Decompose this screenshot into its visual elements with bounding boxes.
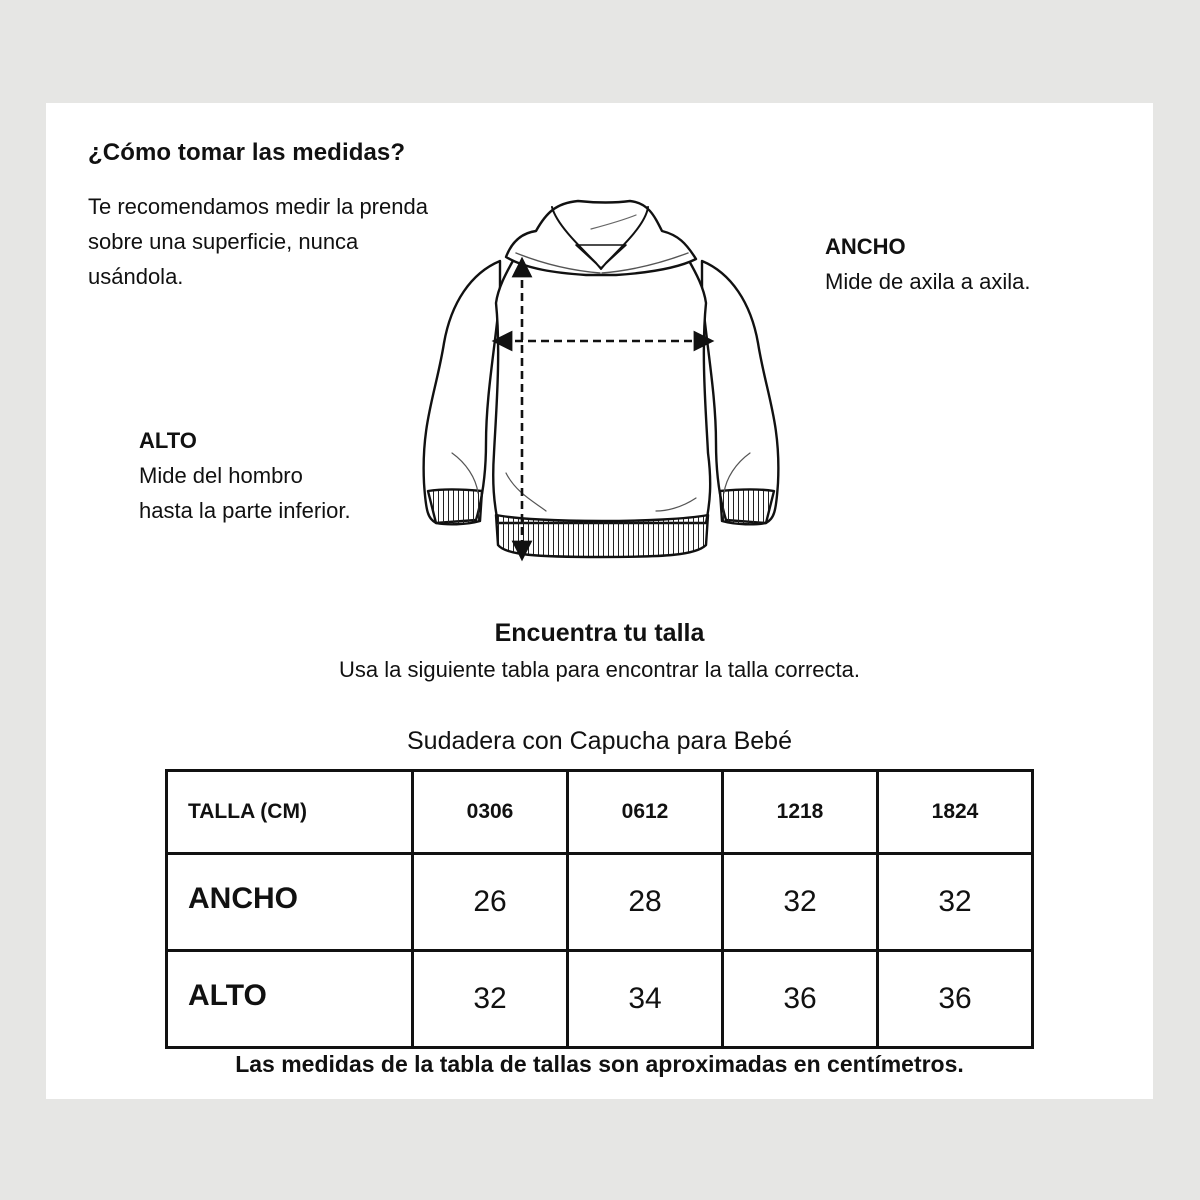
row-label-alto: ALTO (167, 951, 413, 1048)
size-guide-card (46, 103, 1153, 1099)
table-cell: 28 (568, 854, 723, 951)
ancho-label: ANCHO (825, 234, 906, 259)
size-column-0306: 0306 (413, 771, 568, 854)
hoodie-hood (506, 201, 696, 275)
alto-description-line2: hasta la parte inferior. (139, 498, 351, 523)
hoodie-measurement-icon (416, 193, 786, 563)
how-to-measure-intro: Te recomendamos medir la prenda sobre una superficie, nunca usándola. (88, 194, 428, 289)
size-table (165, 769, 1034, 1049)
size-column-0612: 0612 (568, 771, 723, 854)
table-row-ancho (167, 854, 1033, 951)
table-cell: 32 (878, 854, 1033, 951)
row-label-ancho: ANCHO (167, 854, 413, 951)
left-sleeve (424, 261, 500, 523)
left-cuff (428, 490, 482, 525)
ancho-instruction (825, 229, 1030, 299)
ancho-description: Mide de axila a axila. (825, 269, 1031, 294)
size-column-1218: 1218 (723, 771, 878, 854)
size-table-caption: Sudadera con Capucha para Bebé (406, 727, 792, 755)
waistband (496, 515, 708, 557)
size-table-header-row (167, 771, 1033, 854)
how-to-measure-title: ¿Cómo tomar las medidas? (88, 139, 406, 166)
alto-instruction (139, 423, 351, 528)
size-table-header-label: TALLA (CM) (167, 771, 413, 854)
table-cell: 34 (568, 951, 723, 1048)
table-row-alto (167, 951, 1033, 1048)
size-column-1824: 1824 (878, 771, 1033, 854)
alto-description-line1: Mide del hombro (139, 463, 303, 488)
right-cuff (720, 490, 774, 525)
hoodie-body (493, 259, 710, 523)
table-cell: 32 (723, 854, 878, 951)
table-cell: 32 (413, 951, 568, 1048)
alto-label: ALTO (139, 428, 197, 453)
table-cell: 36 (878, 951, 1033, 1048)
right-sleeve (702, 261, 778, 523)
table-cell: 36 (723, 951, 878, 1048)
find-size-title: Encuentra tu talla (494, 619, 705, 647)
size-footnote: Las medidas de la tabla de tallas son aproximadas en centímetros. (235, 1051, 964, 1077)
table-cell: 26 (413, 854, 568, 951)
find-size-subtitle: Usa la siguiente tabla para encontrar la talla correcta. (339, 657, 860, 682)
